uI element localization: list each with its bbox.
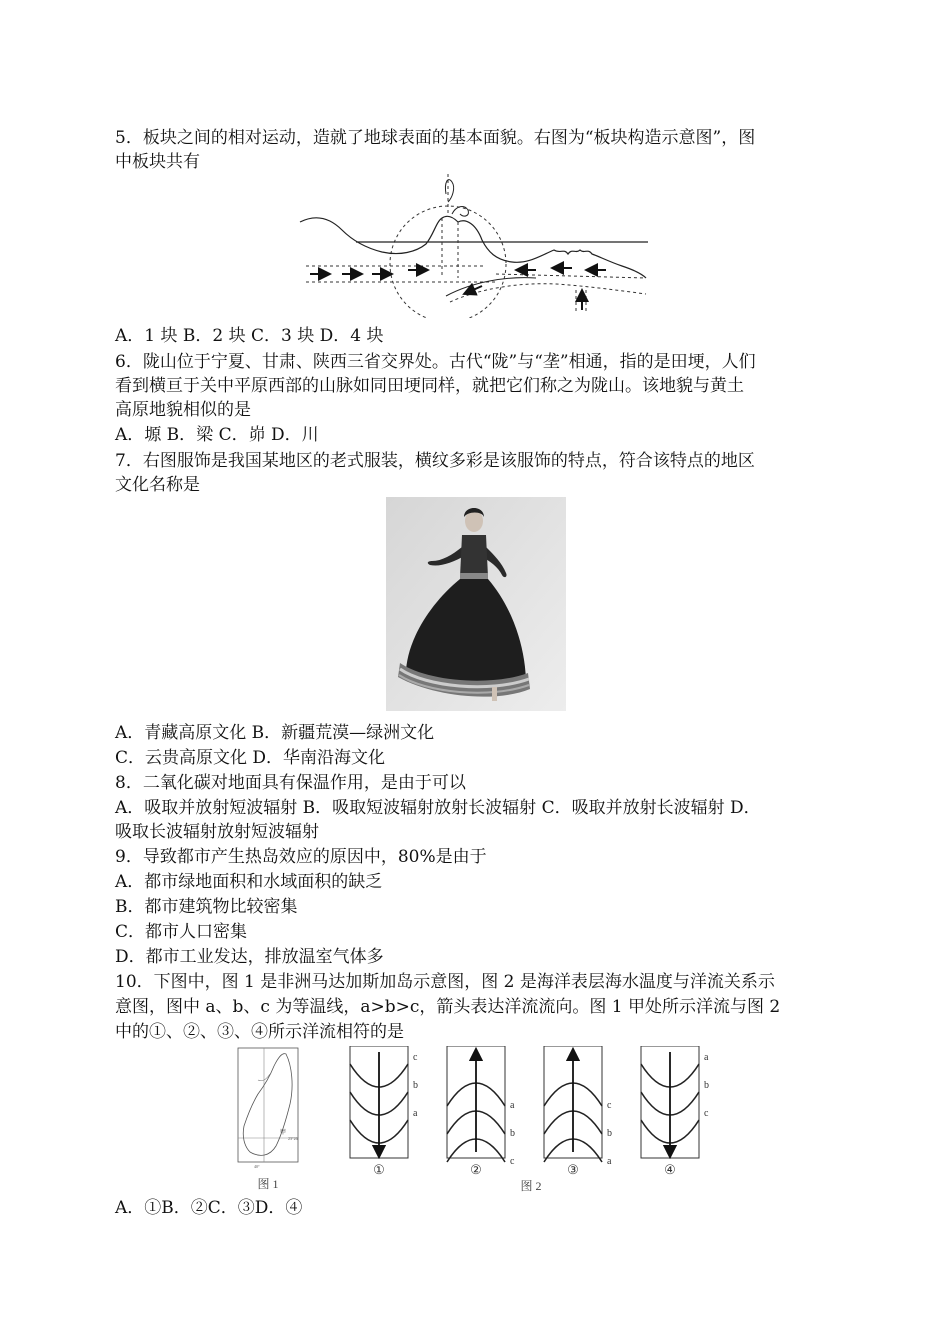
q10-options: A．①B．②C．③D．④ <box>115 1198 303 1218</box>
q8-text-line3: 吸取长波辐射放射短波辐射 <box>115 822 319 842</box>
traditional-costume-photo <box>386 497 566 711</box>
madagascar-map <box>236 1046 300 1170</box>
isotherm-label: a <box>607 1156 612 1167</box>
isotherm-label: b <box>704 1080 709 1091</box>
plate-tectonics-diagram <box>296 174 656 318</box>
isotherm-label: b <box>413 1080 418 1091</box>
current-panel-3 <box>544 1046 612 1177</box>
q5-text-line1: 5．板块之间的相对运动，造就了地球表面的基本面貌。右图为“板块构造示意图”，图 <box>115 128 756 148</box>
q8-text-line2: A．吸取并放射短波辐射 B．吸取短波辐射放射长波辐射 C．吸取并放射长波辐射 D． <box>115 798 761 818</box>
ocean-current-panels <box>346 1046 716 1196</box>
q7-options-line1: A．青藏高原文化 B．新疆荒漠—绿洲文化 <box>115 723 435 743</box>
q6-text-line1: 6．陇山位于宁夏、甘肃、陕西三省交界处。古代“陇”与“垄”相通，指的是田埂，人们 <box>115 352 756 372</box>
map-label-jia: 甲 <box>280 1130 287 1136</box>
q5-text-line2: 中板块共有 <box>115 152 200 172</box>
q9-option-b: B．都市建筑物比较密集 <box>115 897 298 917</box>
q9-option-c: C．都市人口密集 <box>115 922 248 942</box>
current-panel-1 <box>350 1046 418 1177</box>
q7-text-line1: 7．右图服饰是我国某地区的老式服装，横纹多彩是该服饰的特点，符合该特点的地区 <box>115 451 755 471</box>
q6-text-line2: 看到横亘于关中平原西部的山脉如同田埂同样，就把它们称之为陇山。该地貌与黄土 <box>115 376 744 396</box>
panel-number: ④ <box>664 1162 676 1177</box>
q9-option-a: A．都市绿地面积和水域面积的缺乏 <box>115 872 383 892</box>
isotherm-label: a <box>510 1100 515 1111</box>
q10-text-line2: 意图，图中 a、b、c 为等温线，a>b>c，箭头表达洋流流向。图 1 甲处所示洋流与图 2 <box>115 997 781 1017</box>
fig1-caption: 图 1 <box>257 1177 279 1191</box>
q10-text-line1: 10．下图中，图 1 是非洲马达加斯加岛示意图，图 2 是海洋表层海水温度与洋流关系示 <box>115 972 775 992</box>
q8-text-line1: 8．二氧化碳对地面具有保温作用，是由于可以 <box>115 773 466 793</box>
q9-text-line1: 9．导致都市产生热岛效应的原因中，80%是由于 <box>115 847 487 867</box>
isotherm-label: c <box>607 1100 612 1111</box>
panel-number: ② <box>470 1162 482 1177</box>
q10-text-line3: 中的①、②、③、④所示洋流相符的是 <box>115 1022 404 1042</box>
isotherm-label: b <box>607 1128 612 1139</box>
q7-options-line2: C．云贵高原文化 D．华南沿海文化 <box>115 748 386 768</box>
fig2-caption: 图 2 <box>520 1179 542 1193</box>
panel-number: ① <box>373 1162 385 1177</box>
map-longitude-label: 40° <box>254 1164 260 1169</box>
q9-option-d: D．都市工业发达，排放温室气体多 <box>115 947 384 967</box>
q7-text-line2: 文化名称是 <box>115 475 200 495</box>
isotherm-label: c <box>704 1108 709 1119</box>
isotherm-label: a <box>704 1052 709 1063</box>
current-panel-4 <box>641 1046 709 1177</box>
fig1-caption-box <box>236 1172 300 1194</box>
isotherm-label: c <box>413 1052 418 1063</box>
panel-number: ③ <box>567 1162 579 1177</box>
isotherm-label: a <box>413 1108 418 1119</box>
q6-text-line3: 高原地貌相似的是 <box>115 400 251 420</box>
map-latitude-label: 23°26′ <box>288 1136 299 1141</box>
q5-options: A．1 块 B．2 块 C．3 块 D．4 块 <box>115 326 384 346</box>
q6-options: A．塬 B．梁 C．峁 D．川 <box>115 425 319 445</box>
current-panel-2 <box>447 1046 515 1177</box>
isotherm-label: b <box>510 1128 515 1139</box>
isotherm-label: c <box>510 1156 515 1167</box>
